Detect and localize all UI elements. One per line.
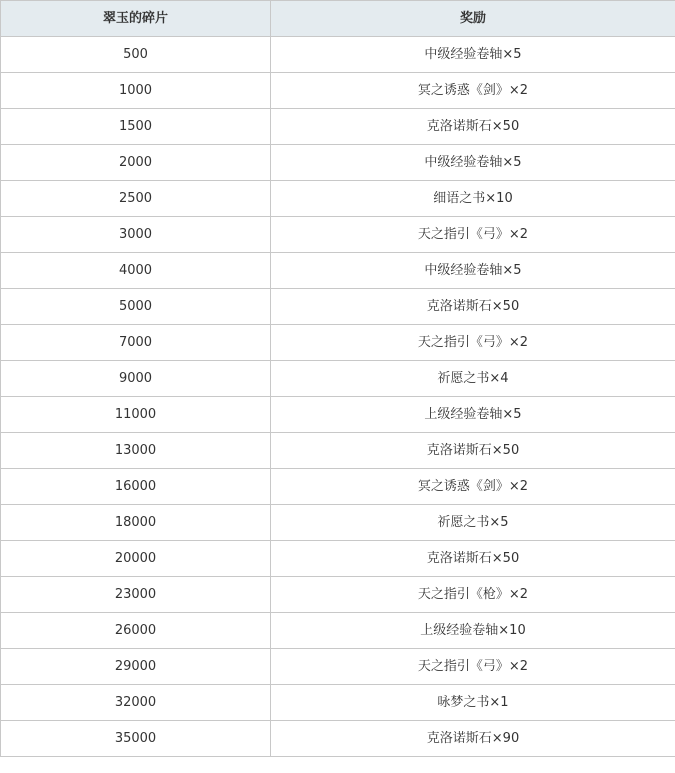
cell-reward: 克洛诺斯石×50 xyxy=(271,541,675,577)
cell-shards: 35000 xyxy=(1,721,271,757)
cell-shards: 26000 xyxy=(1,613,271,649)
table-row xyxy=(1,361,675,397)
cell-shards: 2000 xyxy=(1,145,271,181)
cell-reward: 克洛诺斯石×50 xyxy=(271,289,675,325)
cell-reward: 天之指引《弓》×2 xyxy=(271,649,675,685)
table-row xyxy=(1,397,675,433)
cell-reward: 中级经验卷轴×5 xyxy=(271,253,675,289)
cell-shards: 1000 xyxy=(1,73,271,109)
table-row xyxy=(1,685,675,721)
cell-reward: 克洛诺斯石×90 xyxy=(271,721,675,757)
table-row xyxy=(1,37,675,73)
header-shards: 翠玉的碎片 xyxy=(1,1,271,37)
cell-shards: 3000 xyxy=(1,217,271,253)
table-header xyxy=(1,1,675,37)
cell-shards: 1500 xyxy=(1,109,271,145)
cell-reward: 细语之书×10 xyxy=(271,181,675,217)
cell-shards: 4000 xyxy=(1,253,271,289)
cell-reward: 克洛诺斯石×50 xyxy=(271,109,675,145)
cell-reward: 天之指引《枪》×2 xyxy=(271,577,675,613)
cell-reward: 克洛诺斯石×50 xyxy=(271,433,675,469)
cell-reward: 天之指引《弓》×2 xyxy=(271,217,675,253)
table-row xyxy=(1,181,675,217)
cell-shards: 32000 xyxy=(1,685,271,721)
cell-reward: 祈愿之书×5 xyxy=(271,505,675,541)
cell-shards: 5000 xyxy=(1,289,271,325)
table-row xyxy=(1,577,675,613)
cell-shards: 29000 xyxy=(1,649,271,685)
cell-shards: 18000 xyxy=(1,505,271,541)
table-row xyxy=(1,73,675,109)
table-row xyxy=(1,325,675,361)
cell-reward: 上级经验卷轴×10 xyxy=(271,613,675,649)
table-row xyxy=(1,289,675,325)
cell-reward: 中级经验卷轴×5 xyxy=(271,145,675,181)
cell-reward: 祈愿之书×4 xyxy=(271,361,675,397)
cell-shards: 20000 xyxy=(1,541,271,577)
table-row xyxy=(1,253,675,289)
cell-shards: 9000 xyxy=(1,361,271,397)
table-row xyxy=(1,217,675,253)
cell-shards: 7000 xyxy=(1,325,271,361)
table-row xyxy=(1,145,675,181)
cell-shards: 23000 xyxy=(1,577,271,613)
cell-shards: 500 xyxy=(1,37,271,73)
table-row xyxy=(1,469,675,505)
cell-reward: 中级经验卷轴×5 xyxy=(271,37,675,73)
cell-reward: 上级经验卷轴×5 xyxy=(271,397,675,433)
header-row xyxy=(1,1,675,37)
header-reward: 奖励 xyxy=(271,1,675,37)
cell-reward: 冥之诱惑《剑》×2 xyxy=(271,73,675,109)
cell-shards: 16000 xyxy=(1,469,271,505)
table-row xyxy=(1,649,675,685)
table-row xyxy=(1,433,675,469)
table-row xyxy=(1,505,675,541)
cell-reward: 咏梦之书×1 xyxy=(271,685,675,721)
cell-reward: 天之指引《弓》×2 xyxy=(271,325,675,361)
cell-shards: 2500 xyxy=(1,181,271,217)
cell-shards: 13000 xyxy=(1,433,271,469)
table-row xyxy=(1,721,675,757)
table-row xyxy=(1,613,675,649)
table-body xyxy=(1,37,675,757)
table-row xyxy=(1,541,675,577)
cell-shards: 11000 xyxy=(1,397,271,433)
cell-reward: 冥之诱惑《剑》×2 xyxy=(271,469,675,505)
table-row xyxy=(1,109,675,145)
